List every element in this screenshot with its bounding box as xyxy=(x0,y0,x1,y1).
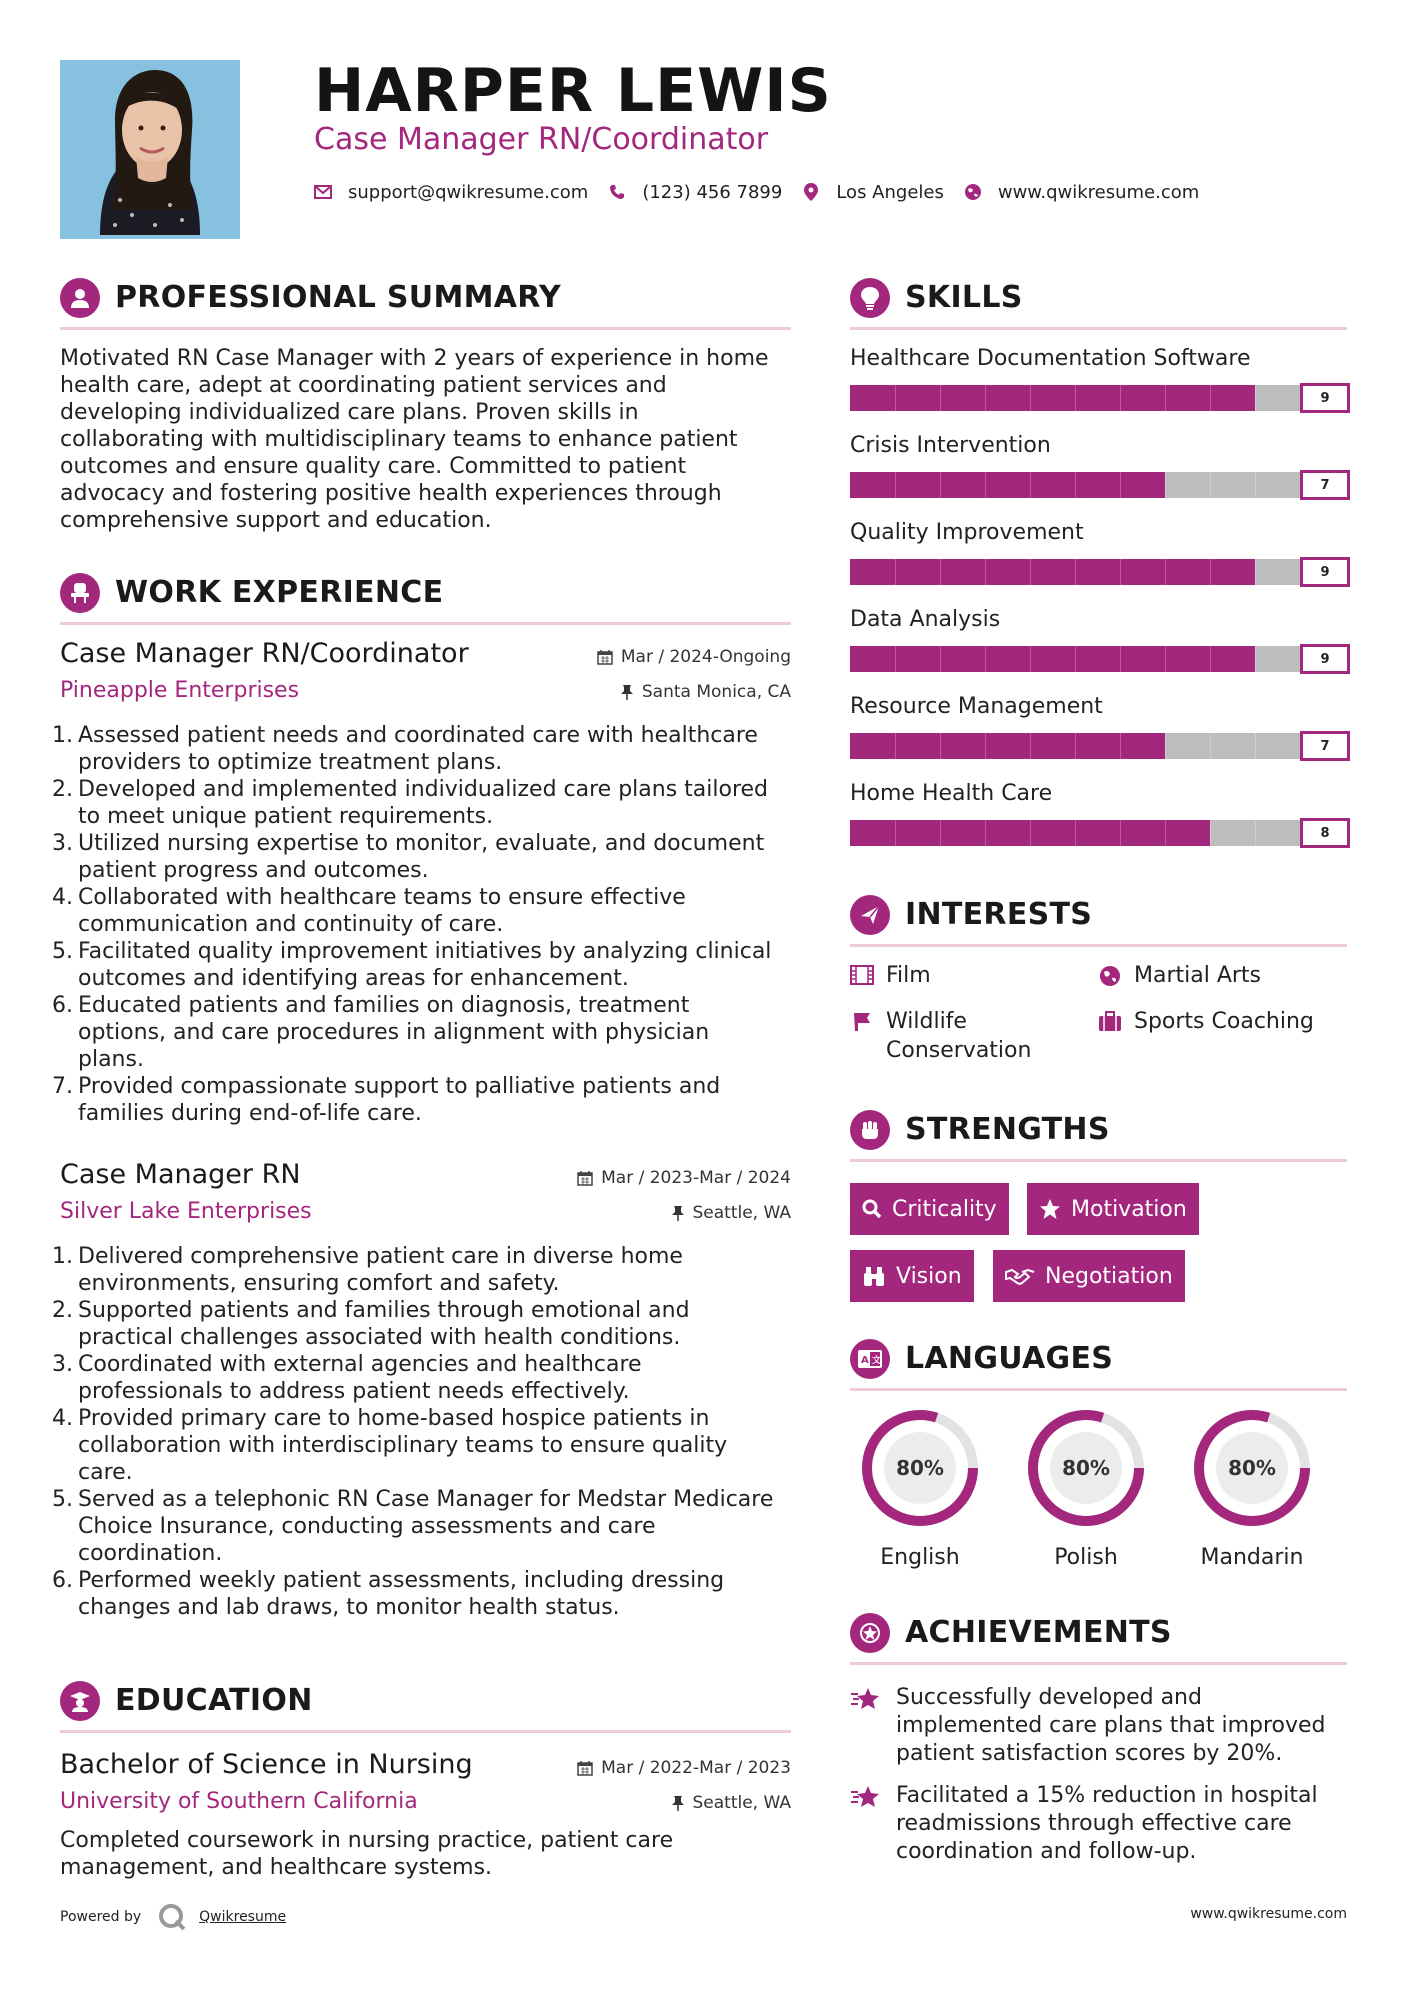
achievement-text xyxy=(896,1684,1326,1768)
skill-bar-segment xyxy=(1255,385,1256,411)
user-icon xyxy=(60,278,100,318)
skill-bar-segment xyxy=(985,820,986,846)
duty-line: Facilitated quality improvement initiatives by analyzing clinical xyxy=(78,939,772,964)
section-divider xyxy=(60,1730,791,1733)
brand-link[interactable]: Qwikresume xyxy=(199,1909,287,1925)
interest-label: Film xyxy=(886,963,931,988)
list-number: 1. xyxy=(52,1244,73,1269)
footer-powered-by xyxy=(60,1902,286,1932)
contact-email[interactable] xyxy=(314,182,588,203)
svg-text:A: A xyxy=(861,1355,869,1366)
skill-bar-segment xyxy=(1165,820,1166,846)
globe-icon xyxy=(964,183,982,201)
interests-section-header xyxy=(850,889,1347,945)
job-title: Case Manager RN/Coordinator xyxy=(60,638,469,669)
skill-bar-fill xyxy=(850,733,1165,759)
skill-bar-segment xyxy=(1075,385,1076,411)
summary-text xyxy=(60,345,791,534)
achievement-item xyxy=(850,1684,1330,1768)
duty-line: communication and continuity of care. xyxy=(78,912,504,937)
education-description xyxy=(60,1827,791,1881)
strength-label: Vision xyxy=(896,1263,962,1289)
duty-line: professionals to address patient needs effectively. xyxy=(78,1379,630,1404)
phone-text: (123) 456 7899 xyxy=(642,181,783,203)
skill-level-bar xyxy=(850,470,1350,500)
skill-bar-segment xyxy=(1210,646,1211,672)
skill-bar-segment xyxy=(1120,646,1121,672)
achievement-line: implemented care plans that improved xyxy=(896,1713,1326,1738)
skill-bar-fill xyxy=(850,385,1255,411)
duty-line: care. xyxy=(78,1460,133,1485)
candidate-name: HARPER LEWIS xyxy=(314,56,832,126)
skill-bar-segment xyxy=(1030,733,1031,759)
job-duties-list xyxy=(52,1243,800,1621)
skill-bar-segment xyxy=(1255,559,1256,585)
language-percent: 80% xyxy=(1062,1456,1110,1480)
duty-line: changes and lab draws, to monitor health status. xyxy=(78,1595,620,1620)
skill-bar-segment xyxy=(1210,559,1211,585)
skill-name: Crisis Intervention xyxy=(850,433,1051,458)
calendar-icon xyxy=(577,1760,593,1776)
lightbulb-icon xyxy=(850,278,890,318)
website-text: www.qwikresume.com xyxy=(997,181,1200,203)
list-item xyxy=(52,1243,800,1297)
education-line: Completed coursework in nursing practice, patient care xyxy=(60,1828,674,1853)
paper-plane-icon xyxy=(850,895,890,935)
list-item xyxy=(52,1351,800,1405)
experience-section-header xyxy=(60,567,791,623)
duty-line: Coordinated with external agencies and healthcare xyxy=(78,1352,642,1377)
job-location xyxy=(620,681,791,703)
interest-label xyxy=(886,1007,1031,1065)
achievement-item xyxy=(850,1782,1330,1866)
strength-chip-negotiation xyxy=(993,1250,1185,1302)
skill-bar-segment xyxy=(895,733,896,759)
list-number: 2. xyxy=(52,1298,73,1323)
achievement-line: readmissions through effective care xyxy=(896,1811,1292,1836)
job-dates-text: Mar / 2023-Mar / 2024 xyxy=(601,1168,791,1188)
experience-heading: WORK EXPERIENCE xyxy=(115,575,444,610)
skill-bar-segment xyxy=(1165,385,1166,411)
contact-phone[interactable] xyxy=(608,182,782,203)
briefcase-icon xyxy=(1098,1007,1122,1036)
summary-line: health care, adept at coordinating patient services and xyxy=(60,373,667,398)
list-item xyxy=(52,1405,800,1486)
duty-line: Delivered comprehensive patient care in diverse home xyxy=(78,1244,683,1269)
footer-website[interactable]: www.qwikresume.com xyxy=(1190,1906,1347,1922)
job-dates xyxy=(597,646,791,668)
skill-bar-segment xyxy=(895,820,896,846)
skill-bar-segment xyxy=(1075,472,1076,498)
fist-icon xyxy=(850,1110,890,1150)
school-name: University of Southern California xyxy=(60,1789,418,1814)
skill-bar-segment xyxy=(1030,559,1031,585)
award-icon xyxy=(850,1613,890,1653)
skill-bar-segment xyxy=(940,820,941,846)
skill-bar-segment xyxy=(1030,472,1031,498)
education-line: management, and healthcare systems. xyxy=(60,1855,493,1880)
skill-bar-segment xyxy=(1075,646,1076,672)
duty-line: plans. xyxy=(78,1047,144,1072)
duty-line: outcomes and identifying areas for enhancement. xyxy=(78,966,629,991)
achievement-line: patient satisfaction scores by 20%. xyxy=(896,1741,1283,1766)
contact-website[interactable] xyxy=(964,182,1199,203)
strength-label: Criticality xyxy=(892,1196,997,1222)
skill-bar-segment xyxy=(1165,472,1166,498)
language-name: Polish xyxy=(1054,1545,1118,1570)
duty-line: Performed weekly patient assessments, including dressing xyxy=(78,1568,725,1593)
skill-name: Data Analysis xyxy=(850,607,1001,632)
translate-icon xyxy=(850,1339,890,1379)
contact-bar xyxy=(314,180,1219,204)
powered-by-text: Powered by xyxy=(60,1909,142,1925)
list-item xyxy=(52,938,800,992)
section-divider xyxy=(60,622,791,625)
skill-bar-segment xyxy=(895,559,896,585)
strength-label: Negotiation xyxy=(1045,1263,1173,1289)
interests-heading: INTERESTS xyxy=(905,897,1093,932)
skill-bar-segment xyxy=(985,559,986,585)
interest-label: Sports Coaching xyxy=(1134,1009,1314,1034)
list-number: 6. xyxy=(52,1568,73,1593)
flag-icon xyxy=(850,1007,874,1065)
location-text: Los Angeles xyxy=(836,181,944,203)
interest-item-wildlife-conservation xyxy=(850,1007,1031,1065)
skill-bar-segment xyxy=(1030,820,1031,846)
skills-heading: SKILLS xyxy=(905,280,1023,315)
skill-bar-segment xyxy=(1255,820,1256,846)
skill-name: Home Health Care xyxy=(850,781,1053,806)
skill-name: Healthcare Documentation Software xyxy=(850,346,1251,371)
skill-bar-segment xyxy=(940,472,941,498)
list-number: 5. xyxy=(52,939,73,964)
summary-heading: PROFESSIONAL SUMMARY xyxy=(115,280,562,315)
interest-label-line: Wildlife xyxy=(886,1009,967,1034)
strength-chip-criticality xyxy=(850,1183,1009,1235)
list-item xyxy=(52,1486,800,1567)
skill-bar-segment xyxy=(940,385,941,411)
strength-chip-vision xyxy=(850,1250,974,1302)
skill-bar-segment xyxy=(1030,646,1031,672)
education-section-header xyxy=(60,1675,791,1731)
summary-line: advocacy and fostering positive health experiences through xyxy=(60,481,722,506)
strength-label: Motivation xyxy=(1071,1196,1187,1222)
duty-line: Assessed patient needs and coordinated care with healthcare xyxy=(78,723,758,748)
list-number: 4. xyxy=(52,1406,73,1431)
duty-line: Supported patients and families through emotional and xyxy=(78,1298,690,1323)
job-dates xyxy=(577,1167,791,1189)
achievements-section-header xyxy=(850,1607,1347,1663)
skill-bar-segment xyxy=(1210,472,1211,498)
duty-line: coordination. xyxy=(78,1541,223,1566)
skill-name: Quality Improvement xyxy=(850,520,1084,545)
language-percent: 80% xyxy=(1228,1456,1276,1480)
duty-line: Choice Insurance, conducting assessments and care xyxy=(78,1514,656,1539)
education-entry xyxy=(60,1749,791,1829)
skill-bar-fill xyxy=(850,472,1165,498)
list-item xyxy=(52,992,800,1073)
language-item xyxy=(1016,1406,1156,1572)
job-location-text: Seattle, WA xyxy=(692,1203,791,1223)
summary-line: developing individualized care plans. Proven skills in xyxy=(60,400,639,425)
education-dates xyxy=(577,1757,791,1779)
skill-bar-segment xyxy=(1255,646,1256,672)
skill-level-value: 9 xyxy=(1300,644,1350,674)
pushpin-icon xyxy=(620,684,634,700)
skill-bar-segment xyxy=(985,733,986,759)
languages-heading: LANGUAGES xyxy=(905,1341,1114,1376)
list-item xyxy=(52,1567,800,1621)
skill-bar-segment xyxy=(940,559,941,585)
duty-line: Utilized nursing expertise to monitor, evaluate, and document xyxy=(78,831,765,856)
job-duties-list xyxy=(52,722,800,1127)
degree-title: Bachelor of Science in Nursing xyxy=(60,1749,473,1780)
pushpin-icon xyxy=(671,1205,685,1221)
calendar-icon xyxy=(597,649,613,665)
list-item xyxy=(52,1073,800,1127)
interest-item-martial-arts xyxy=(1098,961,1261,990)
duty-line: Served as a telephonic RN Case Manager for Medstar Medicare xyxy=(78,1487,774,1512)
language-ring xyxy=(1024,1406,1148,1530)
achievement-line: Facilitated a 15% reduction in hospital xyxy=(896,1783,1318,1808)
skill-bar-segment xyxy=(985,646,986,672)
duty-line: Educated patients and families on diagnosis, treatment xyxy=(78,993,690,1018)
skill-bar-segment xyxy=(1165,733,1166,759)
list-number: 6. xyxy=(52,993,73,1018)
company-name: Pineapple Enterprises xyxy=(60,678,300,703)
skill-level-bar xyxy=(850,818,1350,848)
pushpin-icon xyxy=(671,1795,685,1811)
skill-bar-fill xyxy=(850,646,1255,672)
skill-bar-segment xyxy=(1165,646,1166,672)
skill-bar-segment xyxy=(1075,559,1076,585)
skill-bar-segment xyxy=(1210,820,1211,846)
duty-line: Developed and implemented individualized care plans tailored xyxy=(78,777,769,802)
duty-line: environments, ensuring comfort and safety. xyxy=(78,1271,560,1296)
calendar-icon xyxy=(577,1170,593,1186)
skill-bar-segment xyxy=(985,385,986,411)
skill-bar-segment xyxy=(1120,820,1121,846)
skill-bar-segment xyxy=(895,385,896,411)
skill-level-bar xyxy=(850,644,1350,674)
skill-bar-segment xyxy=(895,472,896,498)
list-number: 3. xyxy=(52,1352,73,1377)
job-title: Case Manager RN xyxy=(60,1159,301,1190)
language-ring xyxy=(1190,1406,1314,1530)
handshake-icon xyxy=(1005,1266,1035,1286)
strengths-heading: STRENGTHS xyxy=(905,1112,1110,1147)
summary-line: collaborating with multidisciplinary teams to enhance patient xyxy=(60,427,738,452)
skills-section-header xyxy=(850,272,1347,328)
film-icon xyxy=(850,961,874,990)
profile-photo xyxy=(60,60,240,239)
skill-bar-segment xyxy=(1210,733,1211,759)
duty-line: to meet unique patient requirements. xyxy=(78,804,494,829)
duty-line: Provided primary care to home-based hospice patients in xyxy=(78,1406,710,1431)
skill-bar-segment xyxy=(895,646,896,672)
skill-level-value: 9 xyxy=(1300,557,1350,587)
skill-bar-segment xyxy=(1120,733,1121,759)
education-location-text: Seattle, WA xyxy=(692,1793,791,1813)
section-divider xyxy=(850,944,1347,947)
email-text: support@qwikresume.com xyxy=(348,181,589,203)
list-number: 7. xyxy=(52,1074,73,1099)
skill-bar-segment xyxy=(1030,385,1031,411)
interest-label: Martial Arts xyxy=(1134,963,1262,988)
skill-level-bar xyxy=(850,383,1350,413)
duty-line: practical challenges associated with health conditions. xyxy=(78,1325,681,1350)
interest-label-line: Conservation xyxy=(886,1038,1032,1063)
interest-item-sports-coaching xyxy=(1098,1007,1314,1036)
education-location xyxy=(671,1792,792,1814)
search-icon xyxy=(862,1199,882,1219)
duty-line: Provided compassionate support to palliative patients and xyxy=(78,1074,721,1099)
contact-location xyxy=(802,182,944,203)
interest-item-film xyxy=(850,961,931,990)
skill-level-bar xyxy=(850,557,1350,587)
section-divider xyxy=(850,327,1347,330)
binoculars-icon xyxy=(862,1265,886,1287)
list-item xyxy=(52,1297,800,1351)
skill-level-bar xyxy=(850,731,1350,761)
skill-bar-segment xyxy=(1075,733,1076,759)
skill-bar-segment xyxy=(940,733,941,759)
company-name: Silver Lake Enterprises xyxy=(60,1199,312,1224)
language-ring xyxy=(858,1406,982,1530)
achievement-line: coordination and follow-up. xyxy=(896,1839,1197,1864)
list-item xyxy=(52,776,800,830)
section-divider xyxy=(850,1388,1347,1391)
strength-chip-motivation xyxy=(1027,1183,1199,1235)
star-icon xyxy=(1039,1198,1061,1220)
svg-text:文: 文 xyxy=(872,1356,882,1366)
duty-line: collaboration with interdisciplinary teams to ensure quality xyxy=(78,1433,728,1458)
skill-bar-segment xyxy=(1120,385,1121,411)
skill-bar-segment xyxy=(1075,820,1076,846)
summary-section-header xyxy=(60,272,791,328)
job-entry xyxy=(60,1159,791,1239)
language-item xyxy=(850,1406,990,1572)
list-number: 1. xyxy=(52,723,73,748)
skill-bar-segment xyxy=(985,472,986,498)
language-name: English xyxy=(880,1545,960,1570)
education-dates-text: Mar / 2022-Mar / 2023 xyxy=(601,1758,791,1778)
skill-bar-segment xyxy=(1120,472,1121,498)
summary-line: Motivated RN Case Manager with 2 years of experience in home xyxy=(60,346,769,371)
section-divider xyxy=(850,1662,1347,1665)
list-item xyxy=(52,884,800,938)
summary-line: outcomes and ensure quality care. Committed to patient xyxy=(60,454,687,479)
list-number: 2. xyxy=(52,777,73,802)
candidate-title: Case Manager RN/Coordinator xyxy=(314,122,769,157)
globe-icon xyxy=(1098,961,1122,990)
language-name: Mandarin xyxy=(1200,1545,1304,1570)
phone-icon xyxy=(608,183,626,201)
skill-level-value: 7 xyxy=(1300,470,1350,500)
skill-bar-segment xyxy=(1255,733,1256,759)
list-item xyxy=(52,722,800,776)
job-location-text: Santa Monica, CA xyxy=(641,682,791,702)
list-item xyxy=(52,830,800,884)
education-heading: EDUCATION xyxy=(115,1683,313,1718)
duty-line: families during end-of-life care. xyxy=(78,1101,422,1126)
achievement-text xyxy=(896,1782,1318,1866)
duty-line: providers to optimize treatment plans. xyxy=(78,750,503,775)
skill-level-value: 7 xyxy=(1300,731,1350,761)
section-divider xyxy=(850,1159,1347,1162)
skill-bar-segment xyxy=(1210,385,1211,411)
duty-line: Collaborated with healthcare teams to ensure effective xyxy=(78,885,686,910)
achievement-line: Successfully developed and xyxy=(896,1685,1202,1710)
skill-level-value: 9 xyxy=(1300,383,1350,413)
language-item xyxy=(1182,1406,1322,1572)
duty-line: patient progress and outcomes. xyxy=(78,858,429,883)
job-dates-text: Mar / 2024-Ongoing xyxy=(620,647,791,667)
skill-bar-segment xyxy=(1255,472,1256,498)
list-number: 5. xyxy=(52,1487,73,1512)
skill-bar-segment xyxy=(1120,559,1121,585)
skill-name: Resource Management xyxy=(850,694,1103,719)
language-percent: 80% xyxy=(896,1456,944,1480)
star-trophy-icon xyxy=(850,1684,882,1768)
star-trophy-icon xyxy=(850,1782,882,1866)
qwikresume-logo-icon xyxy=(157,1902,187,1932)
skill-bar-fill xyxy=(850,559,1255,585)
duty-line: options, and care procedures in alignment with physician xyxy=(78,1020,710,1045)
graduate-icon xyxy=(60,1681,100,1721)
map-pin-icon xyxy=(802,183,820,201)
chair-icon xyxy=(60,573,100,613)
section-divider xyxy=(60,327,791,330)
list-number: 3. xyxy=(52,831,73,856)
job-location xyxy=(671,1202,792,1224)
achievements-heading: ACHIEVEMENTS xyxy=(905,1615,1172,1650)
skill-level-value: 8 xyxy=(1300,818,1350,848)
list-number: 4. xyxy=(52,885,73,910)
skill-bar-segment xyxy=(1165,559,1166,585)
skill-bar-segment xyxy=(940,646,941,672)
envelope-icon xyxy=(314,183,332,201)
strengths-section-header xyxy=(850,1104,1347,1160)
languages-section-header xyxy=(850,1333,1347,1389)
summary-line: comprehensive support and education. xyxy=(60,508,492,533)
